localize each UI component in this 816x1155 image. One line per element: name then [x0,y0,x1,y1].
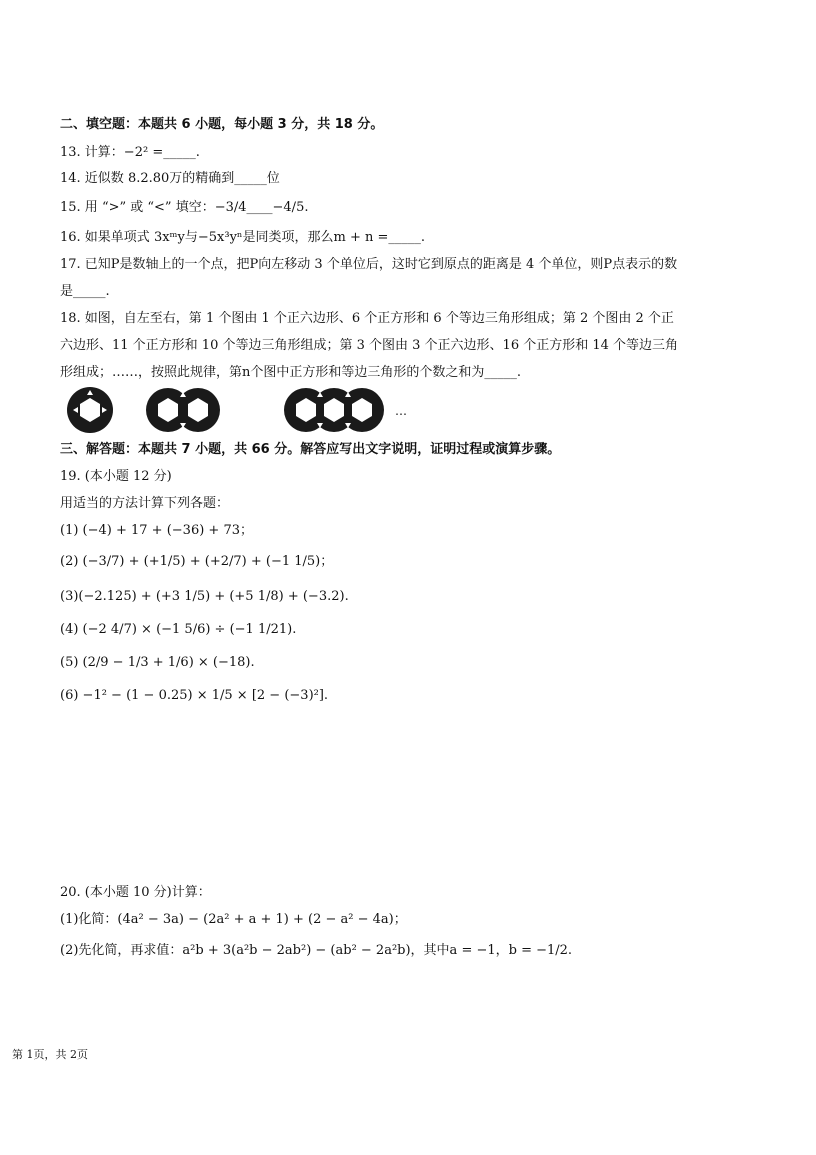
question-15: 15. 用 “>” 或 “<” 填空：−3/4____−4/5. [60,200,309,215]
question-19-title: 19. (本小题 12 分) [60,469,172,484]
question-17-line-1: 17. 已知P是数轴上的一个点，把P向左移动 3 个单位后，这时它到原点的距离是 4 个单位，则P点表示的数 [60,257,678,272]
figure-ellipsis: … [395,404,407,418]
hexagon-pattern-figures [60,385,420,435]
question-19-intro: 用适当的方法计算下列各题： [60,496,230,511]
question-13: 13. 计算：−2² =_____. [60,145,200,160]
question-20-title: 20. (本小题 10 分)计算： [60,885,211,900]
question-18-line-2: 六边形、11 个正方形和 10 个等边三角形组成；第 3 个图由 3 个正六边形、16 个正方形和 14 个等边三角 [60,338,679,353]
question-18-line-1: 18. 如图，自左至右，第 1 个图由 1 个正六边形、6 个正方形和 6 个等边三角形组成；第 2 个图由 2 个正 [60,311,674,326]
question-19-item-5: (5) (2/9 − 1/3 + 1/6) × (−18). [60,655,255,670]
figure-3 [284,388,384,432]
question-16: 16. 如果单项式 3xᵐy与−5x³yⁿ是同类项，那么m + n =_____. [60,230,426,245]
section-2-heading: 二、填空题：本题共 6 小题，每小题 3 分，共 18 分。 [60,117,384,132]
question-17-line-2: 是_____. [60,284,110,299]
question-19-item-6: (6) −1² − (1 − 0.25) × 1/5 × [2 − (−3)²]. [60,688,329,703]
page-number: 第 1页，共 2页 [12,1048,88,1061]
figure-2 [146,388,220,432]
figure-1 [67,387,113,433]
question-20-item-1: (1)化简：(4a² − 3a) − (2a² + a + 1) + (2 − a² − 4a)； [60,912,407,927]
question-19-item-2: (2) (−3/7) + (+1/5) + (+2/7) + (−1 1/5)； [60,554,334,569]
question-19-item-3: (3)(−2.125) + (+3 1/5) + (+5 1/8) + (−3.2). [60,589,349,604]
question-14: 14. 近似数 8.2.80万的精确到_____位 [60,171,280,186]
section-3-heading: 三、解答题：本题共 7 小题，共 66 分。解答应写出文字说明，证明过程或演算步骤。 [60,442,561,457]
question-19-item-4: (4) (−2 4/7) × (−1 5/6) ÷ (−1 1/21). [60,622,297,637]
question-20-item-2: (2)先化简，再求值：a²b + 3(a²b − 2ab²) − (ab² − 2a²b)，其中a = −1，b = −1/2. [60,943,573,958]
question-18-line-3: 形组成；……，按照此规律，第n个图中正方形和等边三角形的个数之和为_____. [60,365,522,380]
question-19-item-1: (1) (−4) + 17 + (−36) + 73； [60,523,253,538]
